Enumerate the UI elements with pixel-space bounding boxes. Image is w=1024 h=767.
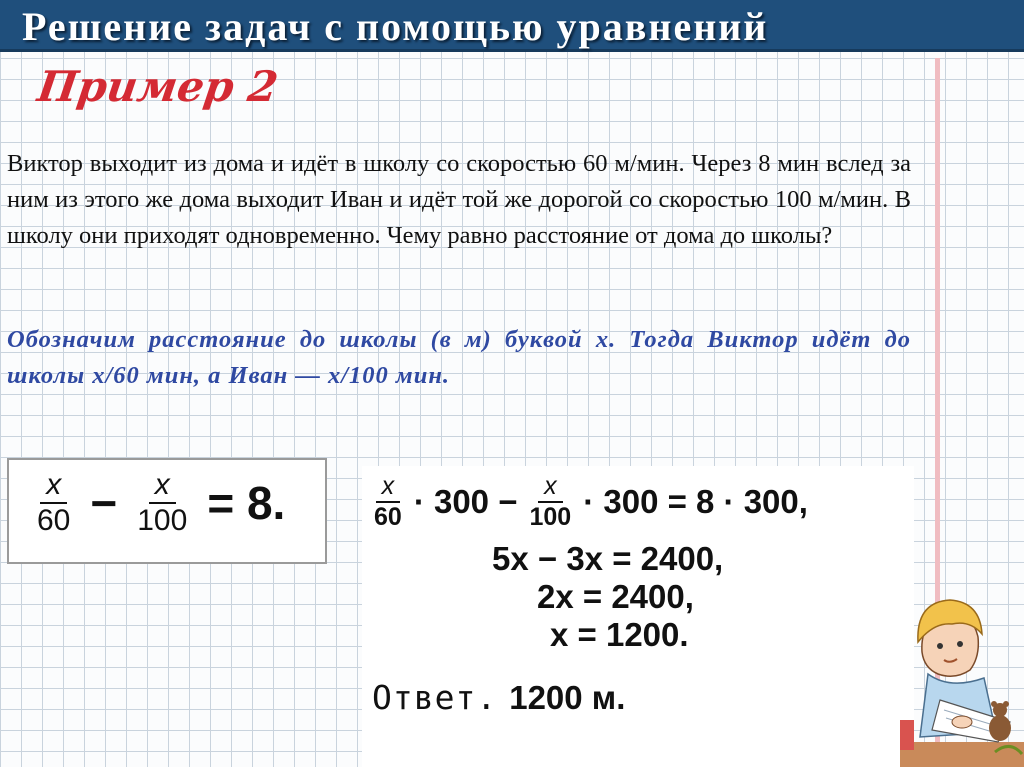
fraction-numerator: x	[40, 468, 67, 504]
fraction-denominator: 60	[374, 503, 402, 531]
calc-line-1-part-1: · 300 −	[413, 483, 518, 520]
fraction-x-60	[31, 468, 76, 538]
solution-text: Обозначим расстояние до школы (в м) буквой x. Тогда Виктор идёт до школы x/60 мин, а Иван — x/100 мин.	[7, 326, 911, 389]
equation	[31, 468, 285, 538]
calc-line-4: x = 1200.	[550, 616, 689, 653]
equation-result: = 8.	[207, 477, 286, 529]
calc-line-1-part-2: · 300 = 8 · 300,	[583, 483, 808, 520]
calc-line-2: 5x − 3x = 2400,	[492, 540, 724, 577]
fraction-numerator: x	[376, 472, 401, 503]
calculation-box	[362, 466, 914, 767]
answer-label: Ответ.	[372, 678, 498, 717]
answer-value: 1200 м.	[509, 679, 626, 716]
calc-line-3: 2x = 2400,	[537, 578, 694, 615]
fraction-numerator: x	[538, 472, 563, 503]
equation-box	[7, 458, 327, 564]
page-title: Решение задач с помощью уравнений	[22, 4, 769, 49]
fraction-x-100	[523, 472, 577, 532]
fraction-numerator: x	[149, 468, 176, 504]
title-bar	[0, 0, 1024, 52]
fraction-denominator: 100	[529, 503, 572, 531]
fraction-denominator: 100	[137, 504, 188, 537]
fraction-denominator: 60	[37, 504, 71, 537]
boy-writing-illustration	[900, 582, 1024, 767]
fraction-x-60	[368, 472, 408, 532]
fraction-x-100	[131, 468, 193, 538]
minus-operator: −	[90, 477, 118, 529]
answer-line	[372, 678, 625, 717]
calc-line-1	[368, 472, 814, 532]
example-label: Пример 2	[34, 62, 281, 111]
problem-text: Виктор выходит из дома и идёт в школу со скоростью 60 м/мин. Через 8 мин вслед за ним из этого же дома выходит Иван и идёт той же дорогой со скоростью 100 м/мин. В школу они приходят одновременно. Чему равно расстояние от дома до школы?	[7, 150, 911, 249]
